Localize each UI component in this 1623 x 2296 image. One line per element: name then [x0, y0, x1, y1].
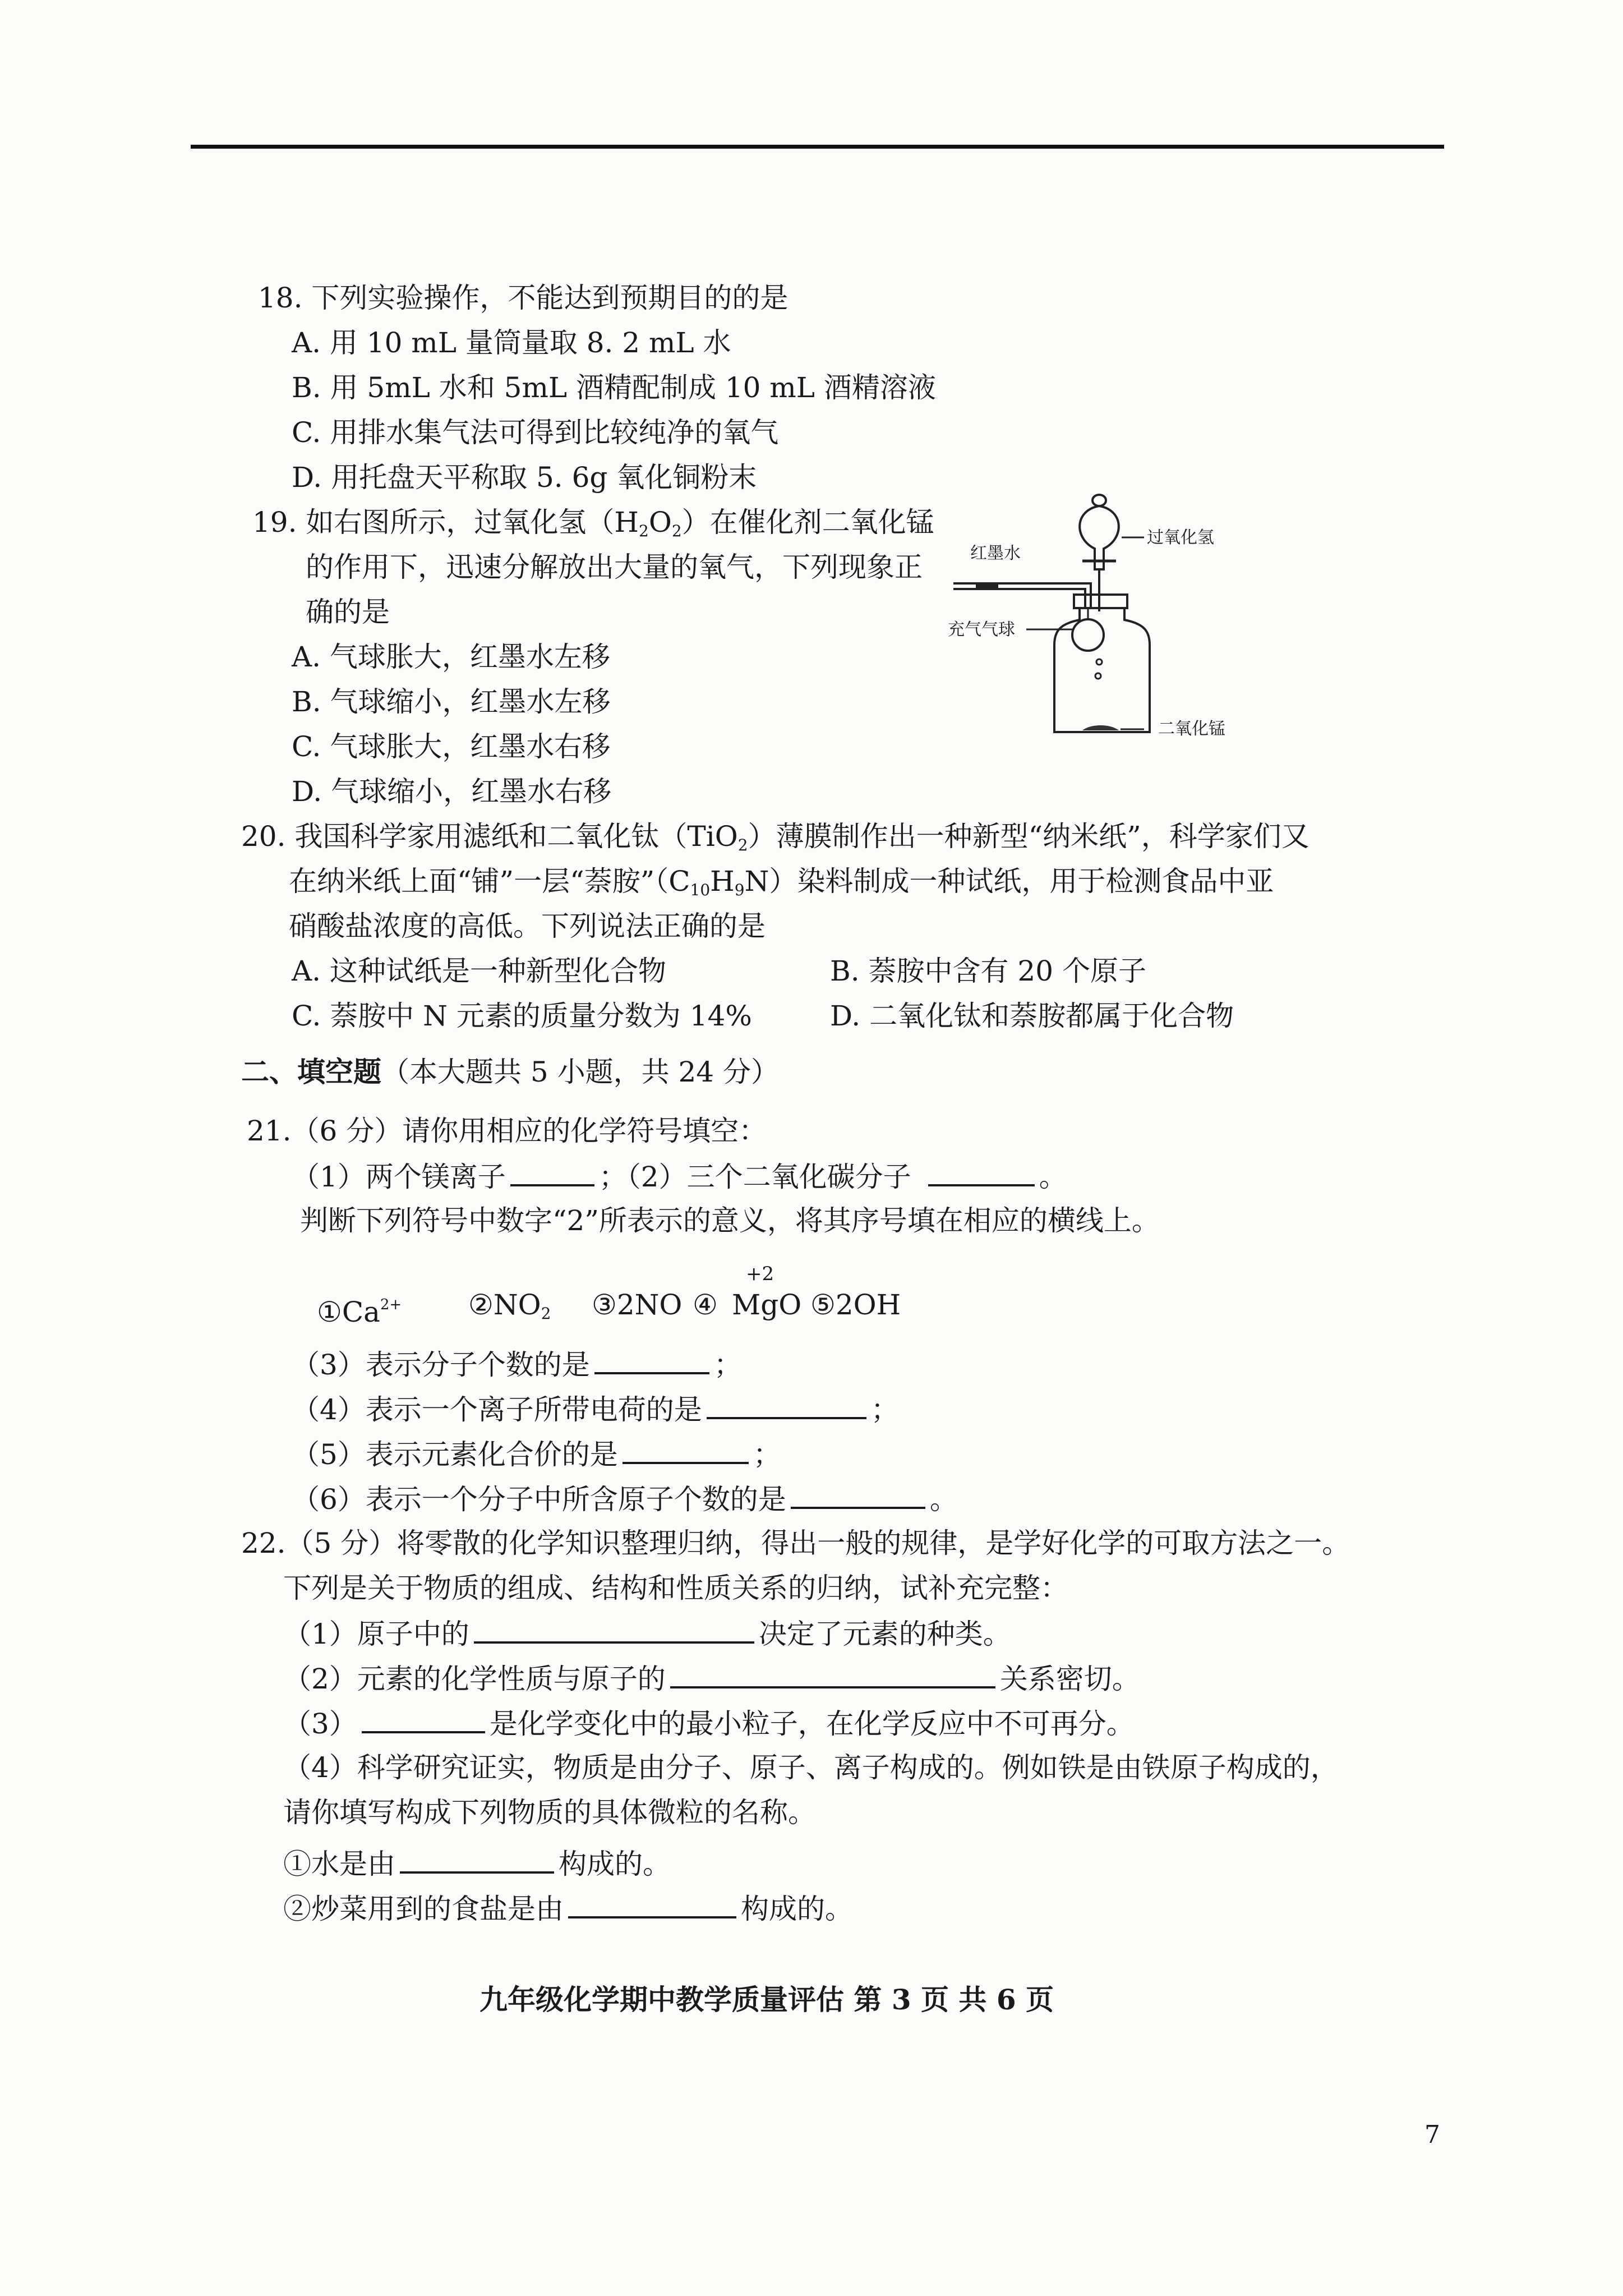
- q22-blank-5[interactable]: [568, 1890, 736, 1918]
- q20-option-a: A. 这种试纸是一种新型化合物: [292, 955, 666, 987]
- q22-stem: 22.（5 分）将零散的化学知识整理归纳，得出一般的规律，是学好化学的可取方法之一。: [241, 1527, 1350, 1559]
- q20-option-c: C. 萘胺中 N 元素的质量分数为 14%: [292, 1000, 752, 1032]
- page-number: 7: [1424, 2120, 1440, 2149]
- q21-symbol-4-valence: +2: [746, 1263, 774, 1285]
- q21-item5: （5）表示元素化合价的是 ；: [292, 1436, 781, 1472]
- q21-blank-5[interactable]: [623, 1436, 749, 1464]
- q20-line3: 硝酸盐浓度的高低。下列说法正确的是: [289, 910, 766, 942]
- q18-option-a: A. 用 10 mL 量筒量取 8. 2 mL 水: [292, 326, 731, 359]
- q21-item3: （3）表示分子个数的是 ；: [292, 1346, 742, 1382]
- q21-symbol-2: $②NO_2$: [468, 1289, 551, 1323]
- q22-blank-3[interactable]: [362, 1705, 485, 1733]
- apparatus-diagram: [948, 477, 1262, 746]
- q21-blank-3[interactable]: [594, 1346, 709, 1374]
- label-mno2: 二氧化锰: [1158, 719, 1225, 739]
- q21-blank-1[interactable]: [510, 1158, 594, 1186]
- q21-blank-4[interactable]: [707, 1391, 866, 1419]
- q19-apparatus-figure: [948, 477, 1262, 746]
- q20-option-b: B. 萘胺中含有 20 个原子: [830, 955, 1146, 987]
- q19-stem-line2: 的作用下，迅速分解放出大量的氧气，下列现象正: [306, 551, 923, 583]
- q21-blank-6[interactable]: [791, 1481, 925, 1509]
- q22-blank-2[interactable]: [670, 1660, 995, 1688]
- q18-stem: 18. 下列实验操作，不能达到预期目的的是: [258, 282, 789, 314]
- q22-item4-line2: 请你填写构成下列物质的具体微粒的名称。: [283, 1796, 816, 1829]
- q22-item1: （1）原子中的 决定了元素的种类。: [283, 1616, 1011, 1651]
- q22-item3: （3） 是化学变化中的最小粒子，在化学反应中不可再分。: [283, 1705, 1135, 1741]
- q19-option-a: A. 气球胀大，红墨水左移: [292, 641, 610, 673]
- q20-line2: 在纳米纸上面“铺”一层“萘胺$”(C_{10}H_9N)$染料制成一种试纸，用于检测食品中亚: [289, 865, 1274, 899]
- q21-symbol-5: ⑤2OH: [810, 1289, 901, 1321]
- q22-line2: 下列是关于物质的组成、结构和性质关系的归纳，试补充完整：: [283, 1572, 1068, 1604]
- q21-line2: 判断下列符号中数字“2”所表示的意义，将其序号填在相应的横线上。: [300, 1204, 1160, 1237]
- q21-line1: （1）两个镁离子 ；（2）三个二氧化碳分子 。: [292, 1158, 1067, 1194]
- q22-item4-line1: （4）科学研究证实，物质是由分子、原子、离子构成的。例如铁是由铁原子构成的，: [283, 1751, 1339, 1784]
- q19-option-c: C. 气球胀大，红墨水右移: [292, 730, 611, 763]
- page-footer: 九年级化学期中教学质量评估 第 3 页 共 6 页: [479, 1983, 1054, 2016]
- q21-symbol-4-body: MgO: [732, 1289, 802, 1321]
- q21-symbol-3: ③2NO: [592, 1289, 683, 1321]
- label-hydrogen-peroxide: 过氧化氢: [1147, 528, 1214, 547]
- q21-blank-2[interactable]: [928, 1158, 1035, 1186]
- q21-item6: （6）表示一个分子中所含原子个数的是 。: [292, 1481, 958, 1517]
- q22-blank-4[interactable]: [400, 1846, 554, 1874]
- q18-option-b: B. 用 5mL 水和 5mL 酒精配制成 10 mL 酒精溶液: [292, 371, 936, 404]
- label-red-ink: 红墨水: [970, 544, 1021, 563]
- q22-sub2: ②炒菜用到的食盐是由 构成的。: [283, 1890, 853, 1926]
- header-rule: [191, 145, 1444, 149]
- q21-symbol-1: $①Ca^{2+}$: [317, 1296, 402, 1328]
- section2-title: 二、填空题（本大题共 5 小题，共 24 分）: [241, 1055, 780, 1088]
- q19-stem-line1: 19. 如右图所示，过氧化氢$(H_2O_2)$在催化剂二氧化锰: [252, 506, 934, 540]
- q19-option-d: D. 气球缩小，红墨水右移: [292, 775, 612, 808]
- label-balloon: 充气气球: [948, 620, 1015, 639]
- q21-item4: （4）表示一个离子所带电荷的是 ；: [292, 1391, 899, 1427]
- q22-sub1: ①水是由 构成的。: [283, 1846, 671, 1881]
- q21-symbol-4: ④: [693, 1289, 718, 1321]
- q21-stem: 21.（6 分）请你用相应的化学符号填空：: [247, 1115, 767, 1147]
- q19-stem-line3: 确的是: [306, 596, 390, 628]
- q20-line1: 20. 我国科学家用滤纸和二氧化钛（TiO$_2$）薄膜制作出一种新型“纳米纸”，科学家们又: [241, 820, 1310, 854]
- q19-option-b: B. 气球缩小，红墨水左移: [292, 685, 611, 718]
- q18-option-c: C. 用排水集气法可得到比较纯净的氧气: [292, 416, 779, 449]
- q22-blank-1[interactable]: [474, 1616, 754, 1644]
- q20-option-d: D. 二氧化钛和萘胺都属于化合物: [830, 1000, 1234, 1032]
- q22-item2: （2）元素的化学性质与原子的 关系密切。: [283, 1660, 1140, 1696]
- q18-option-d: D. 用托盘天平称取 5. 6g 氧化铜粉末: [292, 461, 757, 494]
